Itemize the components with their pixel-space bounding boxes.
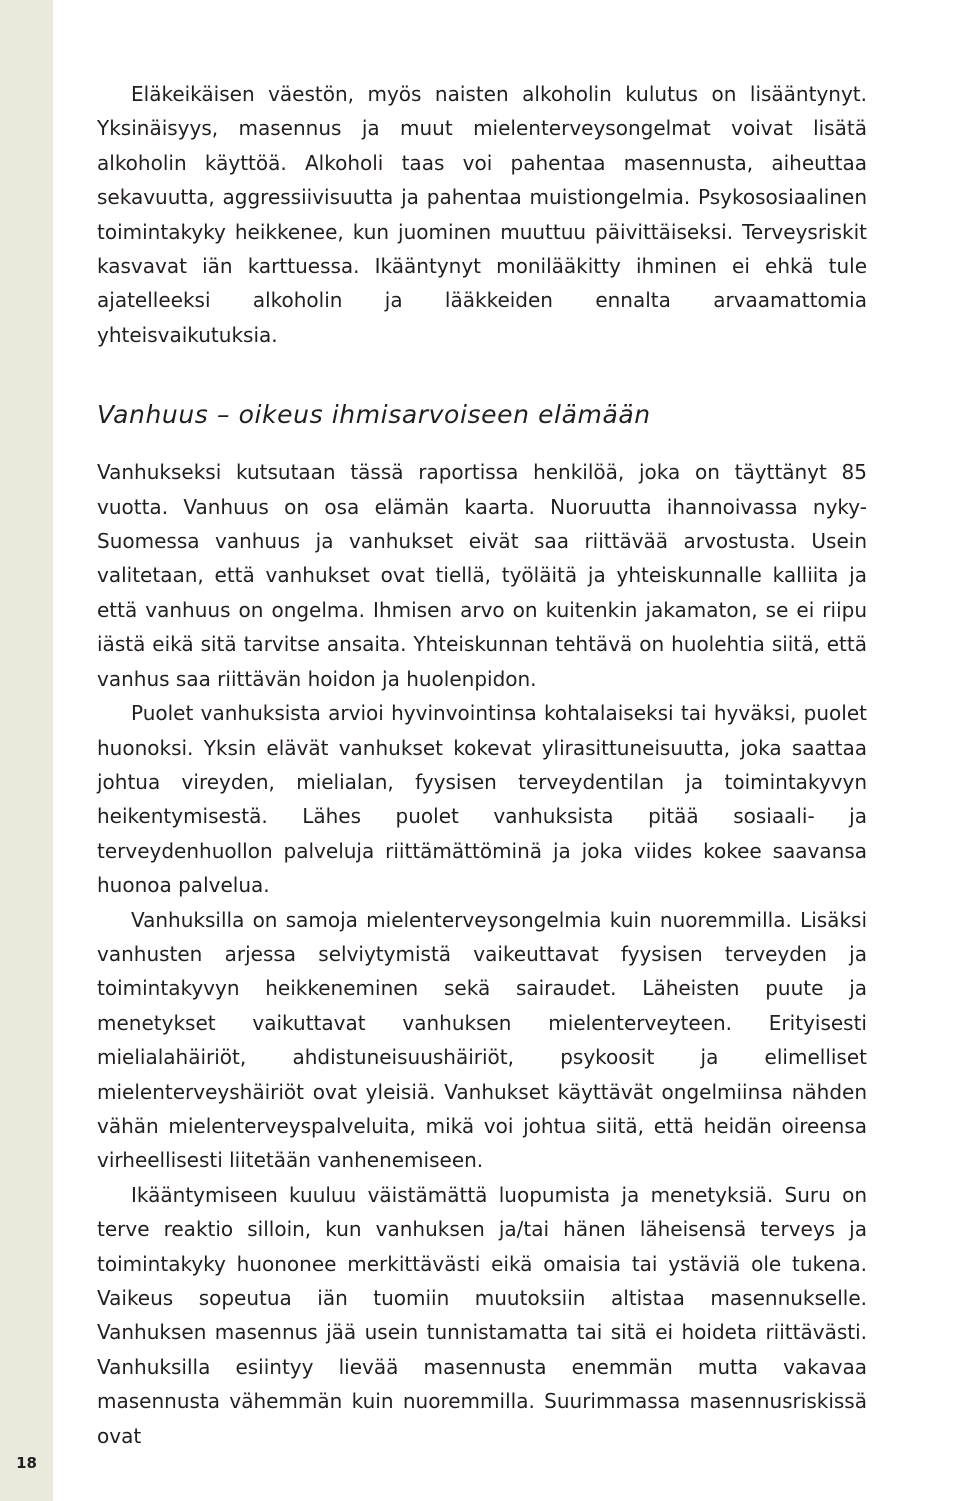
section-paragraph-4: Ikääntymiseen kuuluu väistämättä luopumista ja menetyksiä. Suru on terve reaktio silloin, kun vanhuksen ja/tai hänen läheisensä terveys ja toimintakyky huononee merkittävästi eikä omaisia tai ystäviä ole tukena. Vaikeus sopeutua iän tuomiin muutoksiin altistaa masennukselle. Vanhuksen masennus jää usein tunnistamatta tai sitä ei hoideta riittävästi. Vanhuksilla esiintyy lievää masennusta enemmän mutta vakavaa masennusta vähemmän kuin nuoremmilla. Suurimmassa masennusriskissä ovat <box>97 1182 867 1448</box>
page-body <box>97 77 867 1453</box>
section-paragraph-3: Vanhuksilla on samoja mielenterveysongelmia kuin nuoremmilla. Lisäksi vanhusten arjessa selviytymistä vaikeuttavat fyysisen terveyden ja toimintakyvyn heikkeneminen sekä sairaudet. Läheisten puute ja menetykset vaikuttavat vanhuksen mielenterveyteen. Erityisesti mielialahäiriöt, ahdistuneisuushäiriöt, psykoosit ja elimelliset mielenterveyshäiriöt ovat yleisiä. Vanhukset käyttävät ongelmiinsa nähden vähän mielenterveyspalveluita, mikä voi johtua siitä, että heidän oireensa virheellisesti liitetään vanhenemiseen. <box>97 907 867 1173</box>
page-margin-strip <box>0 0 53 1501</box>
page-number: 18 <box>16 1454 37 1472</box>
intro-paragraph: Eläkeikäisen väestön, myös naisten alkoholin kulutus on lisääntynyt. Yksinäisyys, masennus ja muut mielenterveysongelmat voivat lisätä alkoholin käyttöä. Alkoholi taas voi pahentaa masennusta, aiheuttaa sekavuutta, aggressiivisuutta ja pahentaa muistiongelmia. Psykososiaalinen toimintakyky heikkenee, kun juominen muuttuu päivittäiseksi. Terveysriskit kasvavat iän karttuessa. Ikääntynyt monilääkitty ihminen ei ehkä tule ajatelleeksi alkoholin ja lääkkeiden ennalta arvaamattomia yhteisvaikutuksia. <box>97 82 867 347</box>
section-paragraph-1: Vanhukseksi kutsutaan tässä raportissa henkilöä, joka on täyttänyt 85 vuotta. Vanhuus on osa elämän kaarta. Nuoruutta ihannoivassa nyky-Suomessa vanhuus ja vanhukset eivät saa riittävää arvostusta. Usein valitetaan, että vanhukset ovat tiellä, työläitä ja yhteiskunnalle kalliita ja että vanhuus on ongelma. Ihmisen arvo on kuitenkin jakamaton, se ei riipu iästä eikä sitä tarvitse ansaita. Yhteiskunnan tehtävä on huolehtia siitä, että vanhus saa riittävän hoidon ja huolenpidon. <box>97 460 867 691</box>
section-paragraph-2: Puolet vanhuksista arvioi hyvinvointinsa kohtalaiseksi tai hyväksi, puolet huonoksi. Yksin elävät vanhukset kokevat ylirasittuneisuutta, joka saattaa johtua vireyden, mielialan, fyysisen terveydentilan ja toimintakyvyn heikentymisestä. Lähes puolet vanhuksista pitää sosiaali- ja terveydenhuollon palveluja riittämättöminä ja joka viides kokee saavansa huonoa palvelua. <box>97 701 867 898</box>
section-heading: Vanhuus – oikeus ihmisarvoiseen elämään <box>97 400 651 430</box>
